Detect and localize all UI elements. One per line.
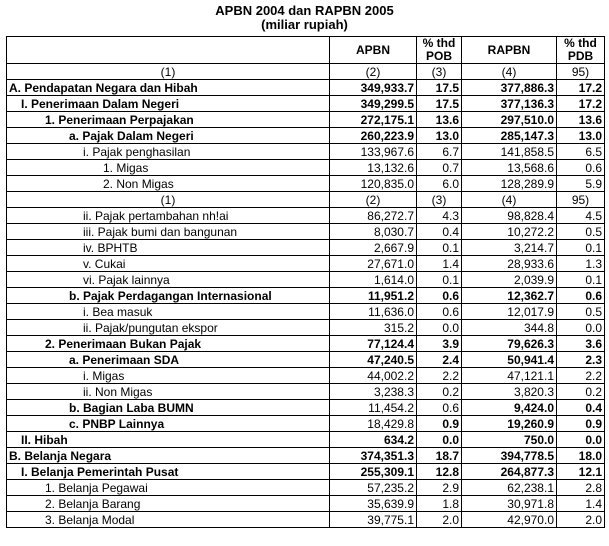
row-pct-pob-value: 0.2 — [417, 384, 462, 400]
row-pct-pob-value: 0.7 — [417, 160, 462, 176]
row-pct-pdb-value: 0.5 — [557, 224, 605, 240]
table-row — [7, 80, 605, 96]
row-pct-pdb-value: 1.4 — [557, 496, 605, 512]
row-rapbn-value: 79,626.3 — [462, 336, 557, 352]
row-rapbn-value: 30,971.8 — [462, 496, 557, 512]
row-apbn-value: (2) — [330, 64, 417, 80]
row-label: c. PNBP Lainnya — [7, 416, 330, 432]
row-label: 1. Belanja Pegawai — [7, 480, 330, 496]
row-pct-pob-value: 4.3 — [417, 208, 462, 224]
document-title: APBN 2004 dan RAPBN 2005 — [215, 3, 394, 18]
row-label: 2. Belanja Barang — [7, 496, 330, 512]
row-pct-pob-value: 2.9 — [417, 480, 462, 496]
row-pct-pob-value: (3) — [417, 64, 462, 80]
table-row — [7, 128, 605, 144]
row-label: (1) — [7, 64, 330, 80]
row-rapbn-value: (4) — [462, 64, 557, 80]
row-rapbn-value: 285,147.3 — [462, 128, 557, 144]
row-label: B. Belanja Negara — [7, 448, 330, 464]
table-row — [7, 432, 605, 448]
row-rapbn-value: 377,886.3 — [462, 80, 557, 96]
table-row — [7, 448, 605, 464]
table-row — [7, 64, 605, 80]
row-rapbn-value: 344.8 — [462, 320, 557, 336]
row-pct-pdb-value: 5.9 — [557, 176, 605, 192]
table-row — [7, 320, 605, 336]
row-label: II. Hibah — [7, 432, 330, 448]
row-rapbn-value: 141,858.5 — [462, 144, 557, 160]
row-rapbn-value: (4) — [462, 192, 557, 208]
row-pct-pob-value: (3) — [417, 192, 462, 208]
row-rapbn-value: 3,820.3 — [462, 384, 557, 400]
row-pct-pdb-value: 95) — [557, 192, 605, 208]
table-row — [7, 416, 605, 432]
row-apbn-value: 47,240.5 — [330, 352, 417, 368]
row-label: 1. Penerimaan Perpajakan — [7, 112, 330, 128]
row-apbn-value: 315.2 — [330, 320, 417, 336]
row-pct-pdb-value: 13.0 — [557, 128, 605, 144]
row-pct-pob-value: 0.1 — [417, 272, 462, 288]
row-label: i. Bea masuk — [7, 304, 330, 320]
budget-table — [6, 36, 605, 528]
row-rapbn-value: 42,970.0 — [462, 512, 557, 528]
row-rapbn-value: 394,778.5 — [462, 448, 557, 464]
header-pct-pdb: % thd PDB — [557, 37, 605, 64]
row-label: iii. Pajak bumi dan bangunan — [7, 224, 330, 240]
row-pct-pdb-value: 0.1 — [557, 272, 605, 288]
row-apbn-value: 11,636.0 — [330, 304, 417, 320]
row-label: A. Pendapatan Negara dan Hibah — [7, 80, 330, 96]
row-pct-pob-value: 2.2 — [417, 368, 462, 384]
row-pct-pdb-value: 95) — [557, 64, 605, 80]
row-pct-pob-value: 17.5 — [417, 80, 462, 96]
document-subtitle: (miliar rupiah) — [261, 17, 348, 32]
row-apbn-value: 349,933.7 — [330, 80, 417, 96]
row-pct-pob-value: 17.5 — [417, 96, 462, 112]
table-row — [7, 192, 605, 208]
table-row — [7, 384, 605, 400]
row-pct-pob-value: 0.1 — [417, 240, 462, 256]
table-row — [7, 352, 605, 368]
row-apbn-value: 1,614.0 — [330, 272, 417, 288]
table-row — [7, 208, 605, 224]
row-rapbn-value: 2,039.9 — [462, 272, 557, 288]
row-pct-pdb-value: 2.3 — [557, 352, 605, 368]
row-pct-pob-value: 0.6 — [417, 304, 462, 320]
row-apbn-value: 27,671.0 — [330, 256, 417, 272]
row-pct-pdb-value: 0.9 — [557, 416, 605, 432]
row-pct-pob-value: 3.9 — [417, 336, 462, 352]
row-pct-pdb-value: 0.6 — [557, 288, 605, 304]
row-apbn-value: 260,223.9 — [330, 128, 417, 144]
row-pct-pdb-value: 17.2 — [557, 96, 605, 112]
row-pct-pdb-value: 3.6 — [557, 336, 605, 352]
row-pct-pob-value: 1.4 — [417, 256, 462, 272]
row-pct-pob-value: 0.4 — [417, 224, 462, 240]
header-label-blank — [7, 37, 330, 64]
row-pct-pdb-value: 18.0 — [557, 448, 605, 464]
row-pct-pdb-value: 2.2 — [557, 368, 605, 384]
table-row — [7, 336, 605, 352]
row-apbn-value: 11,454.2 — [330, 400, 417, 416]
row-rapbn-value: 264,877.3 — [462, 464, 557, 480]
table-row — [7, 176, 605, 192]
row-apbn-value: 39,775.1 — [330, 512, 417, 528]
row-pct-pdb-value: 17.2 — [557, 80, 605, 96]
row-pct-pob-value: 1.8 — [417, 496, 462, 512]
table-row — [7, 400, 605, 416]
row-pct-pdb-value: 0.4 — [557, 400, 605, 416]
table-row — [7, 272, 605, 288]
table-row — [7, 512, 605, 528]
row-pct-pdb-value: 12.1 — [557, 464, 605, 480]
row-apbn-value: 13,132.6 — [330, 160, 417, 176]
row-pct-pob-value: 2.0 — [417, 512, 462, 528]
row-rapbn-value: 13,568.6 — [462, 160, 557, 176]
row-rapbn-value: 50,941.4 — [462, 352, 557, 368]
row-rapbn-value: 12,017.9 — [462, 304, 557, 320]
row-pct-pdb-value: 1.3 — [557, 256, 605, 272]
row-rapbn-value: 128,289.9 — [462, 176, 557, 192]
row-rapbn-value: 47,121.1 — [462, 368, 557, 384]
row-rapbn-value: 19,260.9 — [462, 416, 557, 432]
row-pct-pob-value: 0.9 — [417, 416, 462, 432]
row-pct-pob-value: 13.6 — [417, 112, 462, 128]
row-label: ii. Non Migas — [7, 384, 330, 400]
row-pct-pob-value: 6.7 — [417, 144, 462, 160]
table-row — [7, 496, 605, 512]
row-apbn-value: 8,030.7 — [330, 224, 417, 240]
table-row — [7, 240, 605, 256]
row-pct-pob-value: 13.0 — [417, 128, 462, 144]
table-row — [7, 96, 605, 112]
row-label: i. Migas — [7, 368, 330, 384]
row-apbn-value: 272,175.1 — [330, 112, 417, 128]
row-apbn-value: 3,238.3 — [330, 384, 417, 400]
row-apbn-value: (2) — [330, 192, 417, 208]
row-pct-pdb-value: 0.2 — [557, 384, 605, 400]
row-rapbn-value: 98,828.4 — [462, 208, 557, 224]
header-rapbn: RAPBN — [462, 37, 557, 64]
table-row — [7, 304, 605, 320]
row-rapbn-value: 297,510.0 — [462, 112, 557, 128]
row-label: 1. Migas — [7, 160, 330, 176]
row-label: (1) — [7, 192, 330, 208]
row-pct-pdb-value: 2.8 — [557, 480, 605, 496]
row-label: a. Penerimaan SDA — [7, 352, 330, 368]
row-pct-pob-value: 2.4 — [417, 352, 462, 368]
row-apbn-value: 374,351.3 — [330, 448, 417, 464]
table-row — [7, 368, 605, 384]
row-pct-pob-value: 0.6 — [417, 288, 462, 304]
row-apbn-value: 634.2 — [330, 432, 417, 448]
row-pct-pdb-value: 6.5 — [557, 144, 605, 160]
table-header-row — [7, 37, 605, 64]
row-label: i. Pajak penghasilan — [7, 144, 330, 160]
row-rapbn-value: 10,272.2 — [462, 224, 557, 240]
table-row — [7, 256, 605, 272]
row-rapbn-value: 377,136.3 — [462, 96, 557, 112]
row-apbn-value: 349,299.5 — [330, 96, 417, 112]
row-apbn-value: 77,124.4 — [330, 336, 417, 352]
row-pct-pdb-value: 2.0 — [557, 512, 605, 528]
row-label: ii. Pajak pertambahan nh!ai — [7, 208, 330, 224]
row-rapbn-value: 3,214.7 — [462, 240, 557, 256]
row-label: 2. Non Migas — [7, 176, 330, 192]
row-label: a. Pajak Dalam Negeri — [7, 128, 330, 144]
row-rapbn-value: 28,933.6 — [462, 256, 557, 272]
row-label: I. Belanja Pemerintah Pusat — [7, 464, 330, 480]
table-row — [7, 160, 605, 176]
row-apbn-value: 255,309.1 — [330, 464, 417, 480]
table-row — [7, 112, 605, 128]
table-body — [7, 64, 605, 528]
table-row — [7, 464, 605, 480]
row-apbn-value: 2,667.9 — [330, 240, 417, 256]
row-label: b. Pajak Perdagangan Internasional — [7, 288, 330, 304]
row-apbn-value: 57,235.2 — [330, 480, 417, 496]
row-pct-pdb-value: 0.6 — [557, 160, 605, 176]
row-label: ii. Pajak/pungutan ekspor — [7, 320, 330, 336]
table-row — [7, 480, 605, 496]
header-apbn: APBN — [330, 37, 417, 64]
header-pct-pob: % thd POB — [417, 37, 462, 64]
row-apbn-value: 44,002.2 — [330, 368, 417, 384]
row-label: 3. Belanja Modal — [7, 512, 330, 528]
row-rapbn-value: 62,238.1 — [462, 480, 557, 496]
row-label: b. Bagian Laba BUMN — [7, 400, 330, 416]
row-apbn-value: 86,272.7 — [330, 208, 417, 224]
row-pct-pob-value: 0.6 — [417, 400, 462, 416]
row-label: v. Cukai — [7, 256, 330, 272]
row-pct-pdb-value: 13.6 — [557, 112, 605, 128]
table-row — [7, 224, 605, 240]
row-label: vi. Pajak lainnya — [7, 272, 330, 288]
row-pct-pdb-value: 0.5 — [557, 304, 605, 320]
table-row — [7, 144, 605, 160]
row-label: 2. Penerimaan Bukan Pajak — [7, 336, 330, 352]
row-label: iv. BPHTB — [7, 240, 330, 256]
row-rapbn-value: 9,424.0 — [462, 400, 557, 416]
row-rapbn-value: 12,362.7 — [462, 288, 557, 304]
row-pct-pob-value: 0.0 — [417, 320, 462, 336]
row-pct-pob-value: 0.0 — [417, 432, 462, 448]
row-pct-pob-value: 12.8 — [417, 464, 462, 480]
row-apbn-value: 18,429.8 — [330, 416, 417, 432]
row-pct-pdb-value: 0.0 — [557, 320, 605, 336]
row-apbn-value: 35,639.9 — [330, 496, 417, 512]
row-pct-pdb-value: 4.5 — [557, 208, 605, 224]
row-rapbn-value: 750.0 — [462, 432, 557, 448]
row-apbn-value: 120,835.0 — [330, 176, 417, 192]
row-label: I. Penerimaan Dalam Negeri — [7, 96, 330, 112]
row-apbn-value: 11,951.2 — [330, 288, 417, 304]
row-pct-pdb-value: 0.1 — [557, 240, 605, 256]
row-apbn-value: 133,967.6 — [330, 144, 417, 160]
row-pct-pob-value: 18.7 — [417, 448, 462, 464]
row-pct-pdb-value: 0.0 — [557, 432, 605, 448]
table-row — [7, 288, 605, 304]
row-pct-pob-value: 6.0 — [417, 176, 462, 192]
